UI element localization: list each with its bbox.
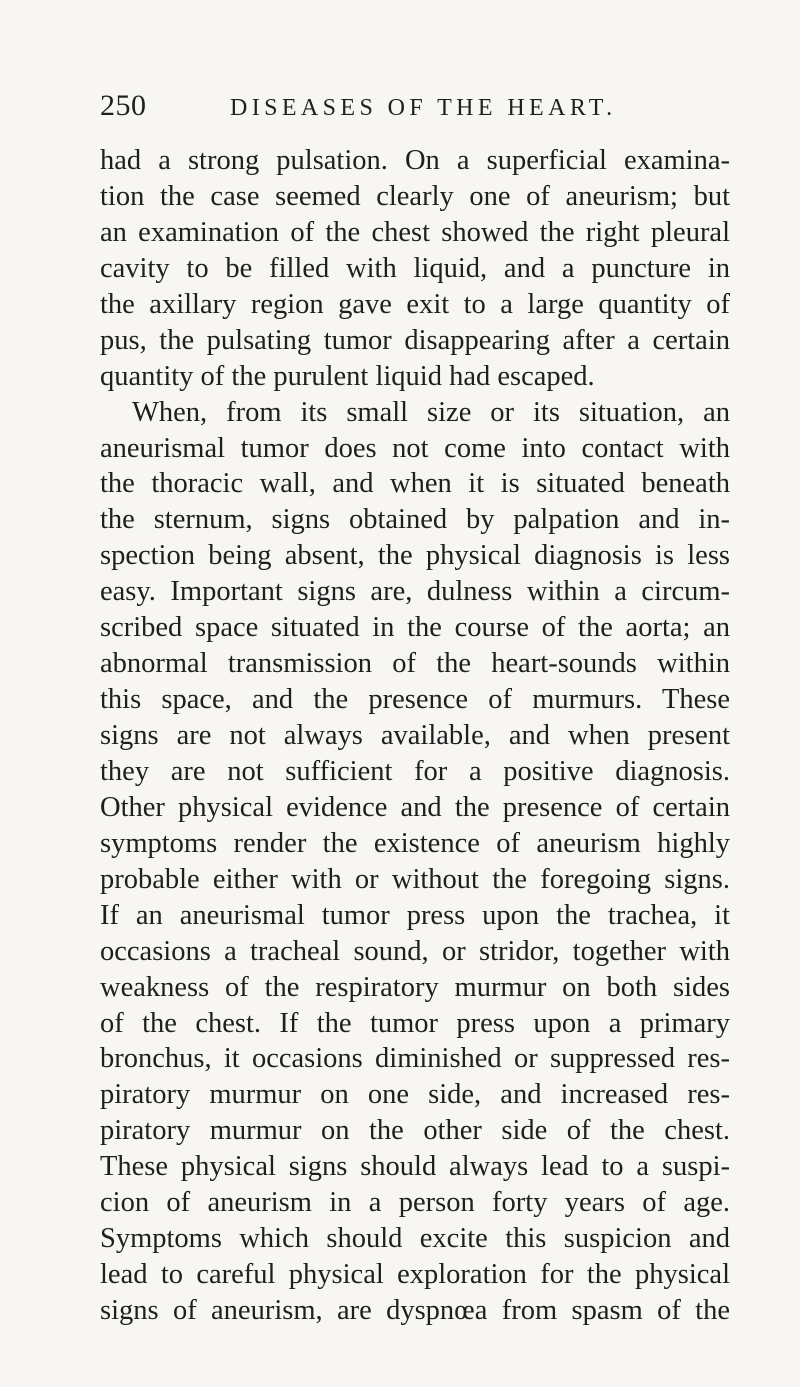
text-line: Other physical evidence and the presence of certain — [100, 791, 730, 823]
text-line: lead to careful physical exploration for the physical — [100, 1259, 730, 1291]
text-line: the thoracic wall, and when it is situated beneath — [100, 468, 730, 500]
text-line: abnormal transmission of the heart-sounds within — [100, 648, 730, 680]
text-line: scribed space situated in the course of the aorta; an — [100, 612, 730, 644]
text-line: Symptoms which should excite this suspicion and — [100, 1223, 730, 1255]
text-line: easy. Important signs are, dulness within a circum- — [100, 576, 730, 608]
text-line: piratory murmur on one side, and increased res- — [100, 1079, 730, 1111]
text-line: occasions a tracheal sound, or stridor, together with — [100, 935, 730, 967]
text-line: These physical signs should always lead to a suspi- — [100, 1151, 730, 1183]
text-line: tion the case seemed clearly one of aneurism; but — [100, 180, 730, 212]
text-line: of the chest. If the tumor press upon a primary — [100, 1007, 730, 1039]
text-line: spection being absent, the physical diagnosis is less — [100, 540, 730, 572]
text-line: symptoms render the existence of aneurism highly — [100, 827, 730, 859]
text-line: piratory murmur on the other side of the chest. — [100, 1115, 730, 1147]
paragraph-end-line: quantity of the purulent liquid had escaped. — [100, 360, 595, 392]
text-line: had a strong pulsation. On a superficial examina- — [100, 145, 730, 176]
text-line: this space, and the presence of murmurs. These — [100, 684, 730, 716]
text-line: they are not sufficient for a positive diagnosis. — [100, 755, 730, 787]
running-title: DISEASES OF THE HEART. — [230, 95, 617, 121]
text-line: pus, the pulsating tumor disappearing after a certain — [100, 324, 730, 356]
running-head — [100, 86, 700, 126]
text-line: signs of aneurism, are dyspnœa from spasm of the — [100, 1295, 730, 1326]
text-line: If an aneurismal tumor press upon the trachea, it — [100, 899, 730, 931]
text-line: weakness of the respiratory murmur on both sides — [100, 971, 730, 1003]
text-line: aneurismal tumor does not come into contact with — [100, 432, 730, 464]
body-text — [100, 143, 730, 1329]
text-line: the axillary region gave exit to a large quantity of — [100, 288, 730, 320]
text-line: an examination of the chest showed the right pleural — [100, 216, 730, 248]
text-line: the sternum, signs obtained by palpation and in- — [100, 504, 730, 536]
page-number: 250 — [100, 89, 147, 122]
text-line: signs are not always available, and when present — [100, 720, 730, 751]
paragraph-start-line: When, from its small size or its situation, an — [132, 396, 730, 428]
text-line: cion of aneurism in a person forty years of age. — [100, 1187, 730, 1219]
text-line: cavity to be filled with liquid, and a puncture in — [100, 252, 730, 284]
text-line: probable either with or without the foregoing signs. — [100, 863, 730, 895]
text-line: bronchus, it occasions diminished or suppressed res- — [100, 1043, 730, 1075]
